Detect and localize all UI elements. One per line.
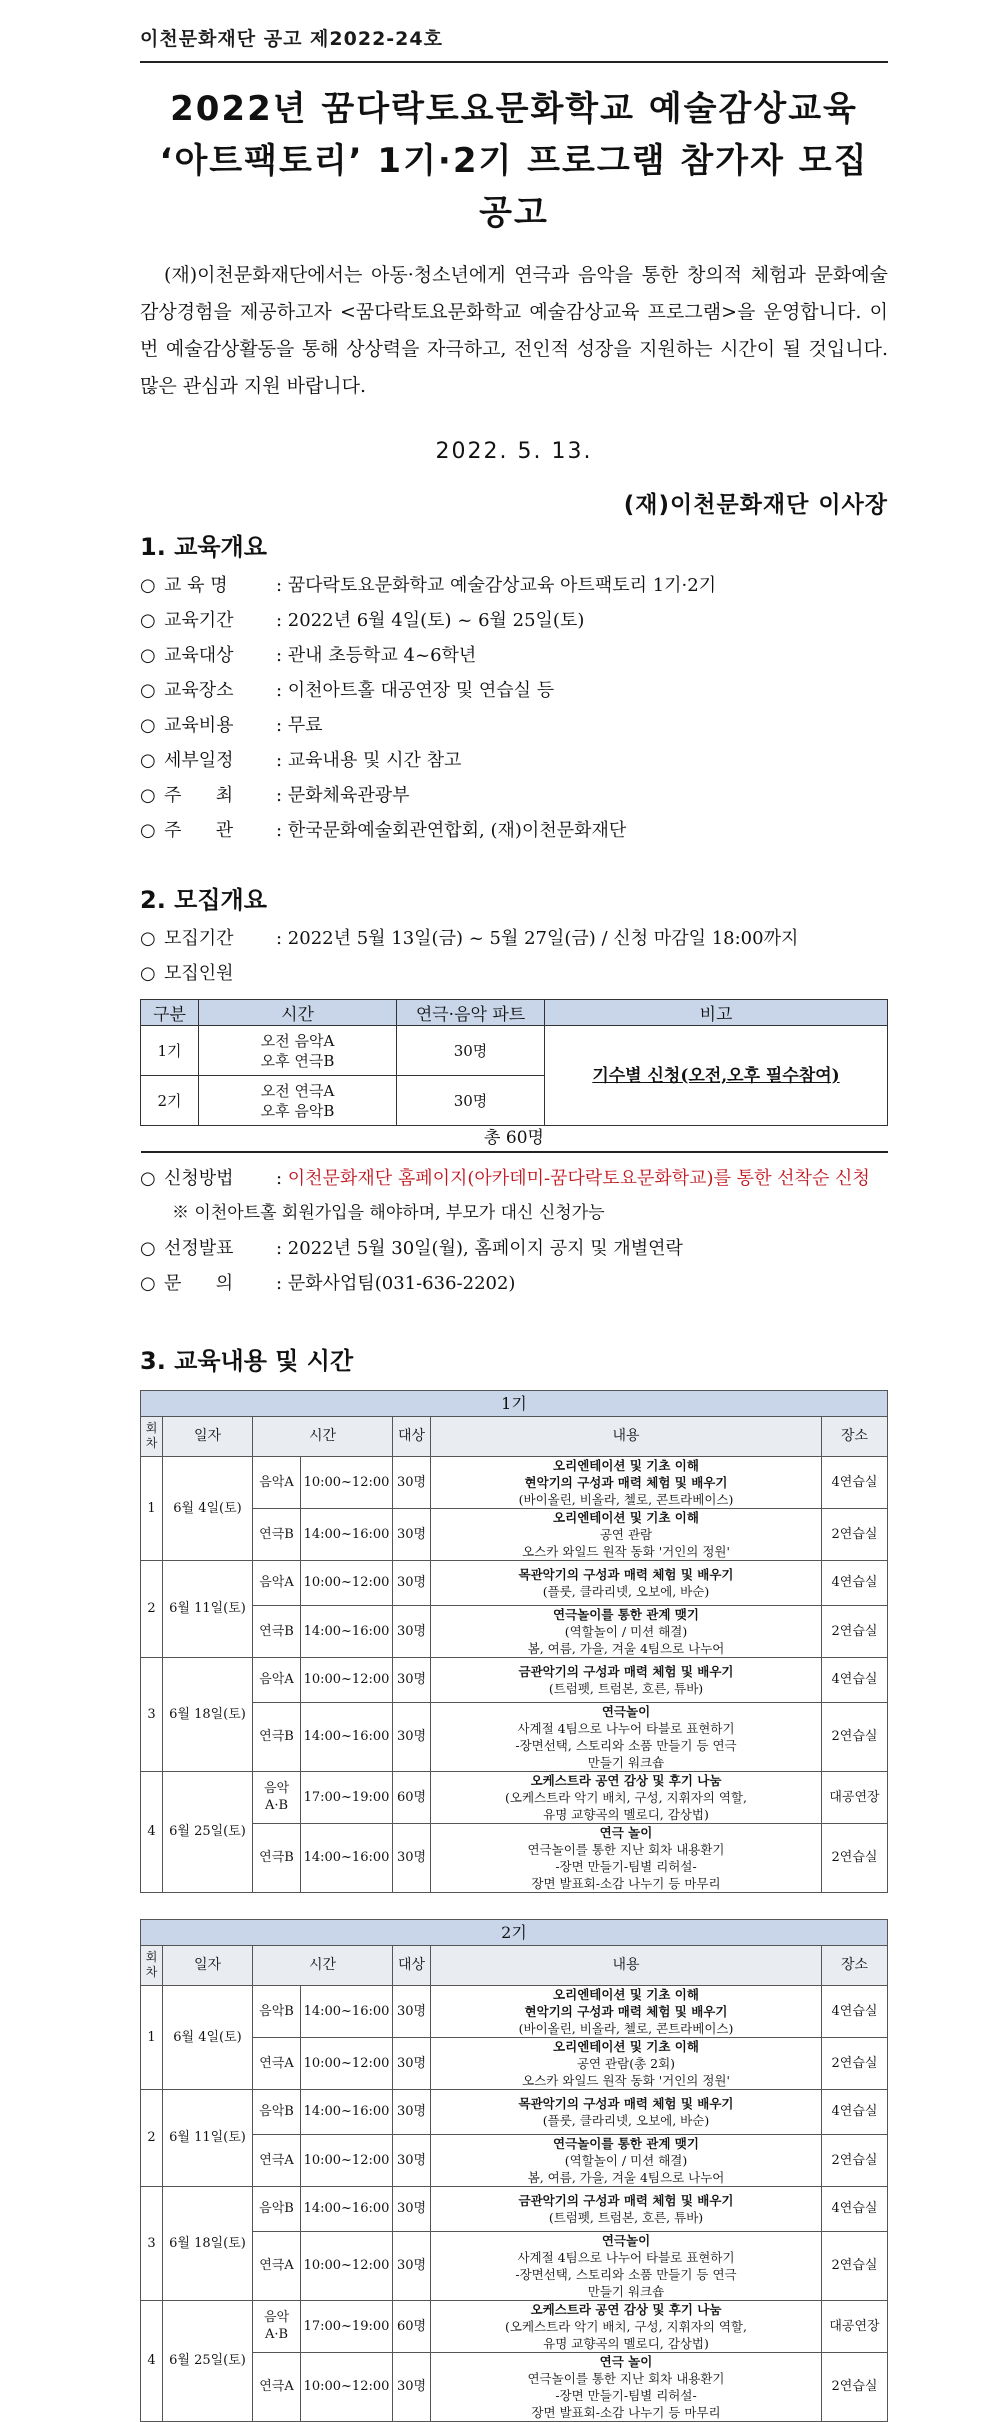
- contact-value: : 문화사업팀(031-636-2202): [276, 1272, 516, 1294]
- page-title: [140, 83, 888, 239]
- overview-value: : 한국문화예술회관연합회, (재)이천문화재단: [276, 820, 627, 841]
- content-line: 오리엔테이션 및 기초 이해: [553, 2038, 699, 2054]
- place-cell: 2연습실: [822, 1702, 888, 1771]
- content-line: (역할놀이 / 미션 해결): [564, 2152, 688, 2168]
- overview-value: : 교육내용 및 시간 참고: [276, 750, 462, 771]
- contact-row: [140, 1266, 888, 1301]
- content-line: 오스카 와일드 원작 동화 '거인의 정원': [522, 2072, 730, 2088]
- title-line-2: ‘아트팩토리’ 1기·2기 프로그램 참가자 모집 공고: [159, 141, 869, 233]
- table-row: [141, 2300, 888, 2352]
- overview-label: 교육기간: [164, 610, 234, 631]
- target-cell: 60명: [393, 1771, 431, 1823]
- content-line: -장면 만들기-팀별 리허설-: [555, 2387, 697, 2403]
- target-cell: 30명: [393, 2134, 431, 2186]
- time-cell: [199, 1026, 397, 1076]
- apply-method-label: 신청방법: [164, 1167, 234, 1189]
- schedule-table: [140, 1390, 888, 1893]
- content-line: 연극놀이를 통한 관계 맺기: [553, 1606, 699, 1622]
- header-content: 내용: [431, 1416, 822, 1456]
- session-date: 6월 11일(토): [163, 1560, 253, 1657]
- remark-cell: 기수별 신청(오전,오후 필수참여): [545, 1026, 888, 1126]
- table-row: [141, 1823, 888, 1892]
- content-line: 연극놀이를 통한 지난 회차 내용환기: [527, 2370, 725, 2386]
- recruit-summary: [140, 921, 888, 991]
- session-date: 6월 25일(토): [163, 2300, 253, 2421]
- contact-label: 문 의: [164, 1272, 234, 1294]
- content-cell: [431, 2037, 822, 2089]
- header-term: 구분: [141, 1000, 199, 1026]
- content-cell: [431, 2089, 822, 2134]
- content-line: 장면 발표회-소감 나누기 등 마무리: [531, 1875, 721, 1891]
- header-part: 연극·음악 파트: [397, 1000, 545, 1026]
- content-line: 유명 교향곡의 멜로디, 감상법): [543, 1806, 709, 1822]
- circle-bullet-icon: ○: [140, 928, 156, 949]
- time-cell: 14:00~16:00: [301, 1823, 393, 1892]
- schedule-caption: 1기: [141, 1390, 888, 1416]
- session-number: 1: [141, 1985, 163, 2089]
- session-date: 6월 18일(토): [163, 1657, 253, 1771]
- session-date: 6월 25일(토): [163, 1771, 253, 1892]
- session-number: 1: [141, 1456, 163, 1560]
- part-cell: 음악A: [253, 1560, 301, 1605]
- overview-item: [140, 813, 888, 848]
- content-line: (트럼펫, 트럼본, 호른, 튜바): [548, 1680, 704, 1696]
- content-cell: [431, 1456, 822, 1508]
- place-cell: 2연습실: [822, 2231, 888, 2300]
- place-cell: 4연습실: [822, 2186, 888, 2231]
- target-cell: 30명: [393, 1985, 431, 2037]
- overview-item: [140, 673, 888, 708]
- time-cell: 10:00~12:00: [301, 2134, 393, 2186]
- header-target: 대상: [393, 1416, 431, 1456]
- recruit-period-label: 모집기간: [164, 928, 234, 949]
- target-cell: 30명: [393, 2186, 431, 2231]
- header-time: 시간: [253, 1416, 393, 1456]
- part-cell: 연극A: [253, 2134, 301, 2186]
- place-cell: 4연습실: [822, 1456, 888, 1508]
- schedule-tables: [140, 1390, 888, 2422]
- section-1-title: 1. 교육개요: [140, 533, 267, 561]
- announce-value: : 2022년 5월 30일(월), 홈페이지 공지 및 개별연락: [276, 1237, 683, 1259]
- term-cell: 2기: [141, 1076, 199, 1126]
- part-cell: 음악 A·B: [253, 2300, 301, 2352]
- target-cell: 30명: [393, 2089, 431, 2134]
- content-line: 연극놀이: [601, 1703, 651, 1719]
- part-cell: 연극A: [253, 2352, 301, 2421]
- time-cell: 10:00~12:00: [301, 1560, 393, 1605]
- content-line: 오케스트라 공연 감상 및 후기 나눔: [530, 1772, 722, 1788]
- time-cell: 14:00~16:00: [301, 2186, 393, 2231]
- apply-method-value: 이천문화재단 홈페이지(아카데미-꿈다락토요문화학교)를 통한 선착순 신청: [287, 1167, 870, 1189]
- schedule-table: [140, 1919, 888, 2422]
- overview-label: 교육장소: [164, 680, 234, 701]
- recruit-people-label: 모집인원: [164, 963, 234, 984]
- header-date: 일자: [163, 1945, 253, 1985]
- session-number: 2: [141, 1560, 163, 1657]
- content-line: 목관악기의 구성과 매력 체험 및 배우기: [518, 1566, 734, 1582]
- content-line: 금관악기의 구성과 매력 체험 및 배우기: [518, 2192, 734, 2208]
- content-line: 오리엔테이션 및 기초 이해: [553, 1509, 699, 1525]
- circle-bullet-icon: ○: [140, 1237, 156, 1259]
- content-line: 사계절 4팀으로 나누어 타블로 표현하기: [517, 1720, 735, 1736]
- content-line: 유명 교향곡의 멜로디, 감상법): [543, 2335, 709, 2351]
- apply-info: [140, 1161, 888, 1301]
- session-number: 4: [141, 2300, 163, 2421]
- place-cell: 대공연장: [822, 1771, 888, 1823]
- overview-label: 교 육 명: [164, 575, 228, 596]
- content-cell: [431, 1771, 822, 1823]
- content-line: 봄, 여름, 가을, 겨울 4팀으로 나누어: [527, 2169, 725, 2185]
- title-line-1: 2022년 꿈다락토요문화학교 예술감상교육: [170, 89, 858, 129]
- overview-value: : 이천아트홀 대공연장 및 연습실 등: [276, 680, 555, 701]
- total-cell: 총 60명: [141, 1126, 888, 1152]
- table-row: [141, 1560, 888, 1605]
- time-cell: 14:00~16:00: [301, 1702, 393, 1771]
- circle-bullet-icon: ○: [140, 750, 156, 771]
- target-cell: 30명: [393, 1456, 431, 1508]
- circle-bullet-icon: ○: [140, 785, 156, 806]
- overview-label: 주 최: [164, 785, 234, 806]
- content-cell: [431, 1657, 822, 1702]
- overview-value: : 꿈다락토요문화학교 예술감상교육 아트팩토리 1기·2기: [276, 575, 717, 596]
- part-cell: 연극B: [253, 1605, 301, 1657]
- part-cell: 연극B: [253, 1823, 301, 1892]
- content-line: 오리엔테이션 및 기초 이해: [553, 1986, 699, 2002]
- part-cell: 연극B: [253, 1508, 301, 1560]
- content-cell: [431, 1560, 822, 1605]
- overview-value: : 관내 초등학교 4~6학년: [276, 645, 477, 666]
- content-line: 연극놀이를 통한 지난 회차 내용환기: [527, 1841, 725, 1857]
- session-number: 2: [141, 2089, 163, 2186]
- content-line: -장면선택, 스토리와 소품 만들기 등 연극: [515, 1737, 737, 1753]
- header-session: 회차: [141, 1945, 163, 1985]
- content-line: 현악기의 구성과 매력 체험 및 배우기: [524, 2003, 728, 2019]
- time-cell: 17:00~19:00: [301, 1771, 393, 1823]
- schedule-header: [141, 1945, 888, 1985]
- content-line: 연극놀이를 통한 관계 맺기: [553, 2135, 699, 2151]
- issuer-org: (재)이천문화재단 이사장: [623, 492, 888, 518]
- part-cell: 음악B: [253, 2089, 301, 2134]
- place-cell: 2연습실: [822, 2037, 888, 2089]
- recruit-table: [140, 999, 888, 1153]
- part-cell: 음악 A·B: [253, 1771, 301, 1823]
- section-2-title: 2. 모집개요: [140, 886, 267, 914]
- content-line: 연극놀이: [601, 2232, 651, 2248]
- content-line: 연극 놀이: [599, 2353, 653, 2369]
- table-row: [141, 2352, 888, 2421]
- time-cell: 14:00~16:00: [301, 1605, 393, 1657]
- header-target: 대상: [393, 1945, 431, 1985]
- circle-bullet-icon: ○: [140, 1167, 156, 1189]
- header-remark: 비고: [545, 1000, 888, 1026]
- session-date: 6월 4일(토): [163, 1985, 253, 2089]
- circle-bullet-icon: ○: [140, 1272, 156, 1294]
- count-cell: 30명: [397, 1076, 545, 1126]
- table-row: [141, 1508, 888, 1560]
- total-row: [141, 1126, 888, 1152]
- header-time: 시간: [253, 1945, 393, 1985]
- circle-bullet-icon: ○: [140, 715, 156, 736]
- part-cell: 연극A: [253, 2037, 301, 2089]
- header-date: 일자: [163, 1416, 253, 1456]
- part-cell: 음악A: [253, 1657, 301, 1702]
- recruit-table-header: [141, 1000, 888, 1026]
- overview-item: [140, 603, 888, 638]
- header-time: 시간: [199, 1000, 397, 1026]
- content-line: 오리엔테이션 및 기초 이해: [553, 1457, 699, 1473]
- time-cell: 10:00~12:00: [301, 1456, 393, 1508]
- overview-item: [140, 638, 888, 673]
- table-row: [141, 1456, 888, 1508]
- place-cell: 2연습실: [822, 2134, 888, 2186]
- overview-label: 교육비용: [164, 715, 234, 736]
- part-cell: 연극B: [253, 1702, 301, 1771]
- time-cell: [199, 1076, 397, 1126]
- content-cell: [431, 2186, 822, 2231]
- notice-date: 2022. 5. 13.: [435, 439, 593, 464]
- place-cell: 2연습실: [822, 1605, 888, 1657]
- table-row: [141, 2037, 888, 2089]
- overview-list: [140, 568, 888, 848]
- place-cell: 4연습실: [822, 2089, 888, 2134]
- content-cell: [431, 1508, 822, 1560]
- session-date: 6월 11일(토): [163, 2089, 253, 2186]
- circle-bullet-icon: ○: [140, 645, 156, 666]
- overview-value: : 무료: [276, 715, 323, 736]
- content-line: -장면 만들기-팀별 리허설-: [555, 1858, 697, 1874]
- place-cell: 대공연장: [822, 2300, 888, 2352]
- term-cell: 1기: [141, 1026, 199, 1076]
- target-cell: 30명: [393, 1823, 431, 1892]
- content-line: (오케스트라 악기 배치, 구성, 지휘자의 역할,: [505, 2318, 747, 2334]
- content-cell: [431, 2134, 822, 2186]
- content-line: -장면선택, 스토리와 소품 만들기 등 연극: [515, 2266, 737, 2282]
- table-row: [141, 1702, 888, 1771]
- time-line: 오전 연극A: [260, 1081, 335, 1100]
- content-line: 공연 관람(총 2회): [576, 2055, 676, 2071]
- overview-item: [140, 743, 888, 778]
- circle-bullet-icon: ○: [140, 680, 156, 701]
- content-line: 오스카 와일드 원작 동화 '거인의 정원': [522, 1543, 730, 1559]
- recruit-period-value: : 2022년 5월 13일(금) ~ 5월 27일(금) / 신청 마감일 18:00까지: [276, 928, 799, 949]
- content-line: 공연 관람: [599, 1526, 653, 1542]
- place-cell: 2연습실: [822, 2352, 888, 2421]
- content-line: 금관악기의 구성과 매력 체험 및 배우기: [518, 1663, 734, 1679]
- session-number: 3: [141, 1657, 163, 1771]
- content-line: 목관악기의 구성과 매력 체험 및 배우기: [518, 2095, 734, 2111]
- overview-label: 세부일정: [164, 750, 234, 771]
- recruit-people-row: [140, 956, 888, 991]
- session-number: 4: [141, 1771, 163, 1892]
- target-cell: 60명: [393, 2300, 431, 2352]
- session-number: 3: [141, 2186, 163, 2300]
- announce-label: 선정발표: [164, 1237, 234, 1259]
- time-cell: 10:00~12:00: [301, 1657, 393, 1702]
- header-place: 장소: [822, 1945, 888, 1985]
- content-cell: [431, 2231, 822, 2300]
- part-cell: 음악B: [253, 2186, 301, 2231]
- part-cell: 음악B: [253, 1985, 301, 2037]
- content-line: (플룻, 클라리넷, 오보에, 바순): [542, 1583, 710, 1599]
- content-line: 연극 놀이: [599, 1824, 653, 1840]
- target-cell: 30명: [393, 1702, 431, 1771]
- time-cell: 10:00~12:00: [301, 2352, 393, 2421]
- content-cell: [431, 1985, 822, 2037]
- time-line: 오후 음악B: [260, 1101, 335, 1120]
- table-row: [141, 2186, 888, 2231]
- apply-note: ※ 이천아트홀 회원가입을 해야하며, 부모가 대신 신청가능: [172, 1202, 605, 1223]
- content-line: 장면 발표회-소감 나누기 등 마무리: [531, 2404, 721, 2420]
- time-line: 오전 음악A: [260, 1031, 335, 1050]
- schedule-header: [141, 1416, 888, 1456]
- content-line: (플룻, 클라리넷, 오보에, 바순): [542, 2112, 710, 2128]
- part-cell: 음악A: [253, 1456, 301, 1508]
- content-cell: [431, 1702, 822, 1771]
- target-cell: 30명: [393, 1560, 431, 1605]
- content-cell: [431, 1605, 822, 1657]
- table-row: [141, 2231, 888, 2300]
- header-session: 회차: [141, 1416, 163, 1456]
- content-line: 봄, 여름, 가을, 겨울 4팀으로 나누어: [527, 1640, 725, 1656]
- apply-method-row: [140, 1161, 888, 1196]
- target-cell: 30명: [393, 2037, 431, 2089]
- overview-item: [140, 708, 888, 743]
- time-cell: 14:00~16:00: [301, 1508, 393, 1560]
- place-cell: 2연습실: [822, 1508, 888, 1560]
- time-line: 오후 연극B: [260, 1051, 335, 1070]
- table-row: [141, 1771, 888, 1823]
- overview-item: [140, 568, 888, 603]
- target-cell: 30명: [393, 1605, 431, 1657]
- content-line: 현악기의 구성과 매력 체험 및 배우기: [524, 1474, 728, 1490]
- time-cell: 10:00~12:00: [301, 2037, 393, 2089]
- place-cell: 4연습실: [822, 1560, 888, 1605]
- place-cell: 4연습실: [822, 1985, 888, 2037]
- content-line: 오케스트라 공연 감상 및 후기 나눔: [530, 2301, 722, 2317]
- content-line: (바이올린, 비올라, 첼로, 콘트라베이스): [518, 2020, 734, 2036]
- circle-bullet-icon: ○: [140, 963, 156, 984]
- content-line: (바이올린, 비올라, 첼로, 콘트라베이스): [518, 1491, 734, 1507]
- overview-label: 주 관: [164, 820, 234, 841]
- recruit-period-row: [140, 921, 888, 956]
- content-cell: [431, 2352, 822, 2421]
- content-line: 만들기 워크숍: [587, 2283, 665, 2299]
- table-row: [141, 1026, 888, 1076]
- schedule-caption: 2기: [141, 1919, 888, 1945]
- time-cell: 14:00~16:00: [301, 1985, 393, 2037]
- notice-number: 이천문화재단 공고 제2022-24호: [140, 24, 888, 63]
- count-cell: 30명: [397, 1026, 545, 1076]
- session-date: 6월 4일(토): [163, 1456, 253, 1560]
- target-cell: 30명: [393, 1657, 431, 1702]
- table-row: [141, 1657, 888, 1702]
- session-date: 6월 18일(토): [163, 2186, 253, 2300]
- table-row: [141, 1985, 888, 2037]
- overview-value: : 2022년 6월 4일(토) ~ 6월 25일(토): [276, 610, 585, 631]
- time-cell: 10:00~12:00: [301, 2231, 393, 2300]
- section-3-title: 3. 교육내용 및 시간: [140, 1346, 354, 1375]
- content-line: 사계절 4팀으로 나누어 타블로 표현하기: [517, 2249, 735, 2265]
- header-content: 내용: [431, 1945, 822, 1985]
- content-line: (역할놀이 / 미션 해결): [564, 1623, 688, 1639]
- content-line: 만들기 워크숍: [587, 1754, 665, 1770]
- content-cell: [431, 1823, 822, 1892]
- target-cell: 30명: [393, 2231, 431, 2300]
- table-row: [141, 1605, 888, 1657]
- overview-item: [140, 778, 888, 813]
- apply-colon: :: [276, 1167, 288, 1189]
- time-cell: 14:00~16:00: [301, 2089, 393, 2134]
- circle-bullet-icon: ○: [140, 610, 156, 631]
- content-line: (트럼펫, 트럼본, 호른, 튜바): [548, 2209, 704, 2225]
- target-cell: 30명: [393, 1508, 431, 1560]
- content-line: (오케스트라 악기 배치, 구성, 지휘자의 역할,: [505, 1789, 747, 1805]
- part-cell: 연극A: [253, 2231, 301, 2300]
- table-row: [141, 2089, 888, 2134]
- place-cell: 2연습실: [822, 1823, 888, 1892]
- table-row: [141, 2134, 888, 2186]
- overview-value: : 문화체육관광부: [276, 785, 410, 806]
- circle-bullet-icon: ○: [140, 820, 156, 841]
- place-cell: 4연습실: [822, 1657, 888, 1702]
- overview-label: 교육대상: [164, 645, 234, 666]
- circle-bullet-icon: ○: [140, 575, 156, 596]
- header-place: 장소: [822, 1416, 888, 1456]
- intro-paragraph: (재)이천문화재단에서는 아동·청소년에게 연극과 음악을 통한 창의적 체험과 문화예술 감상경험을 제공하고자 <꿈다락토요문화학교 예술감상교육 프로그램>을 운영합니다. 이번 예술감상활동을 통해 상상력을 자극하고, 전인적 성장을 지원하는 시간이 될 것입니다. 많은 관심과 지원 바랍니다.: [140, 264, 888, 397]
- content-cell: [431, 2300, 822, 2352]
- time-cell: 17:00~19:00: [301, 2300, 393, 2352]
- announce-row: [140, 1231, 888, 1266]
- target-cell: 30명: [393, 2352, 431, 2421]
